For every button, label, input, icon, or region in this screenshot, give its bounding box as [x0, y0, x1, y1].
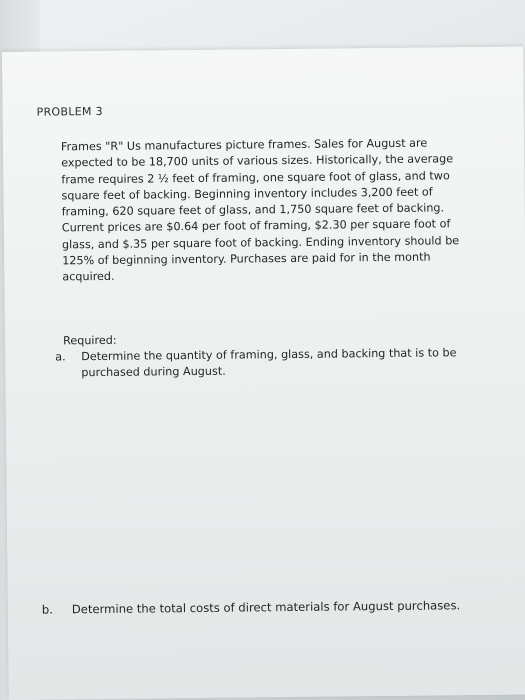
requirement-b [42, 596, 525, 621]
requirement-b-letter: b. [41, 602, 53, 617]
required-label: Required: [62, 333, 117, 348]
problem-title: PROBLEM 3 [36, 104, 103, 119]
requirement-a-letter: a. [55, 350, 66, 364]
paper-sheet [2, 47, 525, 700]
requirement-a [55, 345, 495, 390]
requirement-a-text: Determine the quantity of framing, glass, and backing that is to be purchased during August. [81, 346, 457, 380]
problem-paragraph: Frames "R" Us manufactures picture frames. Sales for August are expected to be 18,700 units of various sizes. Historically, the average frame requires 2 ½ feet of framing, one square foot of glass, and two square feet of backing. Beginning inventory includes 3,200 feet of framing, 620 square feet of glass, and 1,750 square feet of backing. Current prices are $0.64 per foot of framing, $2.30 per square foot of glass, and $.35 per square foot of backing. Ending inventory should be 125% of beginning inventory. Purchases are paid for in the month acquired. [60, 136, 460, 284]
requirement-b-text: Determine the total costs of direct materials for August purchases. [71, 598, 461, 617]
